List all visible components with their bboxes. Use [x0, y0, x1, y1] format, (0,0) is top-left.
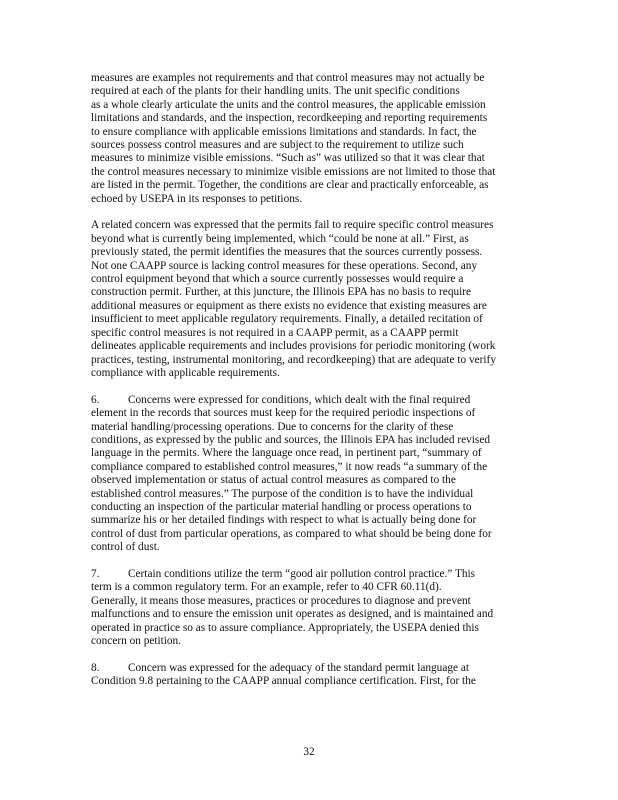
paragraph [91, 219, 553, 380]
paragraph-line [91, 193, 553, 206]
line-text: conducting an inspection of the particular material handling or process operations to [91, 500, 472, 513]
line-text: element in the records that sources must keep for the required periodic inspections of [91, 407, 476, 420]
line-text: concern on petition. [91, 635, 182, 648]
paragraph-line [91, 675, 553, 688]
line-text: compliance with applicable requirements. [91, 366, 280, 379]
paragraph-line [91, 246, 553, 259]
line-text: measures to minimize visible emissions. “Such as” was utilized so that it was clear that [91, 152, 485, 165]
line-text: Concern was expressed for the adequacy of the standard permit language at [128, 661, 469, 674]
paragraph-line [91, 501, 553, 514]
paragraph-line [91, 595, 553, 608]
line-text: limitations and standards, and the inspection, recordkeeping and reporting requirements [91, 112, 488, 125]
paragraph-line [91, 568, 553, 581]
paragraph-line [91, 327, 553, 340]
paragraph-line [91, 367, 553, 380]
line-text: term is a common regulatory term. For an example, refer to 40 CFR 60.11(d). [91, 581, 442, 594]
paragraph-line [91, 407, 553, 420]
line-text: Condition 9.8 pertaining to the CAAPP annual compliance certification. First, for the [91, 675, 476, 688]
paragraph-line [91, 635, 553, 648]
paragraph [91, 72, 553, 206]
paragraph-line [91, 541, 553, 554]
paragraph-line [91, 461, 553, 474]
paragraph-line [91, 447, 553, 460]
paragraph-line [91, 286, 553, 299]
line-text: compliance compared to established control measures,” it now reads “a summary of the [91, 460, 488, 473]
paragraph-line [91, 126, 553, 139]
paragraph-line [91, 421, 553, 434]
line-text: as a whole clearly articulate the units and the control measures, the applicable emission [91, 98, 486, 111]
line-text: control of dust. [91, 541, 160, 554]
line-text: Not one CAAPP source is lacking control measures for these operations. Second, any [91, 259, 478, 272]
paragraph-line [91, 488, 553, 501]
paragraph-line [91, 581, 553, 594]
paragraph-number: 7. [91, 567, 100, 580]
paragraph-line [91, 166, 553, 179]
paragraph-line [91, 340, 553, 353]
paragraph [91, 662, 553, 689]
paragraph-line [91, 139, 553, 152]
line-text: sources possess control measures and are subject to the requirement to utilize such [91, 139, 464, 152]
line-text: beyond what is currently being implemented, which “could be none at all.” First, as [91, 232, 469, 245]
line-text: material handling/processing operations. Due to concerns for the clarity of these [91, 420, 454, 433]
paragraph-line [91, 622, 553, 635]
document-body [91, 72, 553, 702]
paragraph-line [91, 152, 553, 165]
paragraph-line [91, 219, 553, 232]
paragraph-line [91, 394, 553, 407]
paragraph-line [91, 354, 553, 367]
line-text: operated in practice so as to assure compliance. Appropriately, the USEPA denied this [91, 621, 479, 634]
line-text: insufficient to meet applicable regulatory requirements. Finally, a detailed recitation of [91, 313, 483, 326]
line-text: measures are examples not requirements and that control measures may not actually be [91, 72, 485, 84]
line-text: Certain conditions utilize the term “good air pollution control practice.” This [128, 567, 476, 580]
paragraph-line [91, 99, 553, 112]
paragraph-line [91, 313, 553, 326]
paragraph-line [91, 72, 553, 85]
line-text: construction permit. Further, at this juncture, the Illinois EPA has no basis to require [91, 286, 472, 299]
page-number: 32 [303, 746, 315, 758]
line-text: language in the permits. Where the language once read, in pertinent part, “summary of [91, 447, 482, 460]
paragraph-line [91, 233, 553, 246]
paragraph-line [91, 300, 553, 313]
line-text: established control measures.” The purpose of the condition is to have the individual [91, 487, 474, 500]
line-text: the control measures necessary to minimize visible emissions are not limited to those that [91, 165, 496, 178]
paragraph-line [91, 434, 553, 447]
paragraph-line [91, 528, 553, 541]
line-text: are listed in the permit. Together, the conditions are clear and practically enforceable, as [91, 179, 489, 192]
paragraph-line [91, 608, 553, 621]
line-text: malfunctions and to ensure the emission unit operates as designed, and is maintained and [91, 608, 494, 621]
line-text: summarize his or her detailed findings with respect to what is actually being done for [91, 514, 477, 527]
paragraph-number: 6. [91, 393, 100, 406]
paragraph-line [91, 662, 553, 675]
line-text: required at each of the plants for their handling units. The unit specific conditions [91, 85, 460, 98]
line-text: control of dust from particular operations, as compared to what should be being done for [91, 527, 492, 540]
paragraph-line [91, 112, 553, 125]
line-text: specific control measures is not required in a CAAPP permit, as a CAAPP permit [91, 326, 459, 339]
paragraph-line [91, 514, 553, 527]
line-text: delineates applicable requirements and includes provisions for periodic monitoring (work [91, 340, 496, 353]
paragraph [91, 394, 553, 555]
line-text: observed implementation or status of actual control measures as compared to the [91, 474, 456, 487]
line-text: practices, testing, instrumental monitoring, and recordkeeping) that are adequate to verify [91, 353, 496, 366]
paragraph-line [91, 85, 553, 98]
line-text: to ensure compliance with applicable emissions limitations and standards. In fact, the [91, 125, 477, 138]
paragraph-line [91, 273, 553, 286]
line-text: Concerns were expressed for conditions, which dealt with the final required [128, 393, 471, 406]
line-text: control equipment beyond that which a source currently possesses would require a [91, 273, 464, 286]
line-text: additional measures or equipment as there exists no evidence that existing measures are [91, 299, 487, 312]
line-text: echoed by USEPA in its responses to petitions. [91, 192, 303, 205]
paragraph-line [91, 260, 553, 273]
paragraph-line [91, 474, 553, 487]
line-text: previously stated, the permit identifies the measures that the sources currently possess. [91, 246, 483, 259]
paragraph-number: 8. [91, 661, 100, 674]
paragraph-line [91, 179, 553, 192]
line-text: A related concern was expressed that the permits fail to require specific control measures [91, 219, 494, 232]
line-text: conditions, as expressed by the public and sources, the Illinois EPA has included revised [91, 433, 490, 446]
line-text: Generally, it means those measures, practices or procedures to diagnose and prevent [91, 594, 471, 607]
paragraph [91, 568, 553, 648]
